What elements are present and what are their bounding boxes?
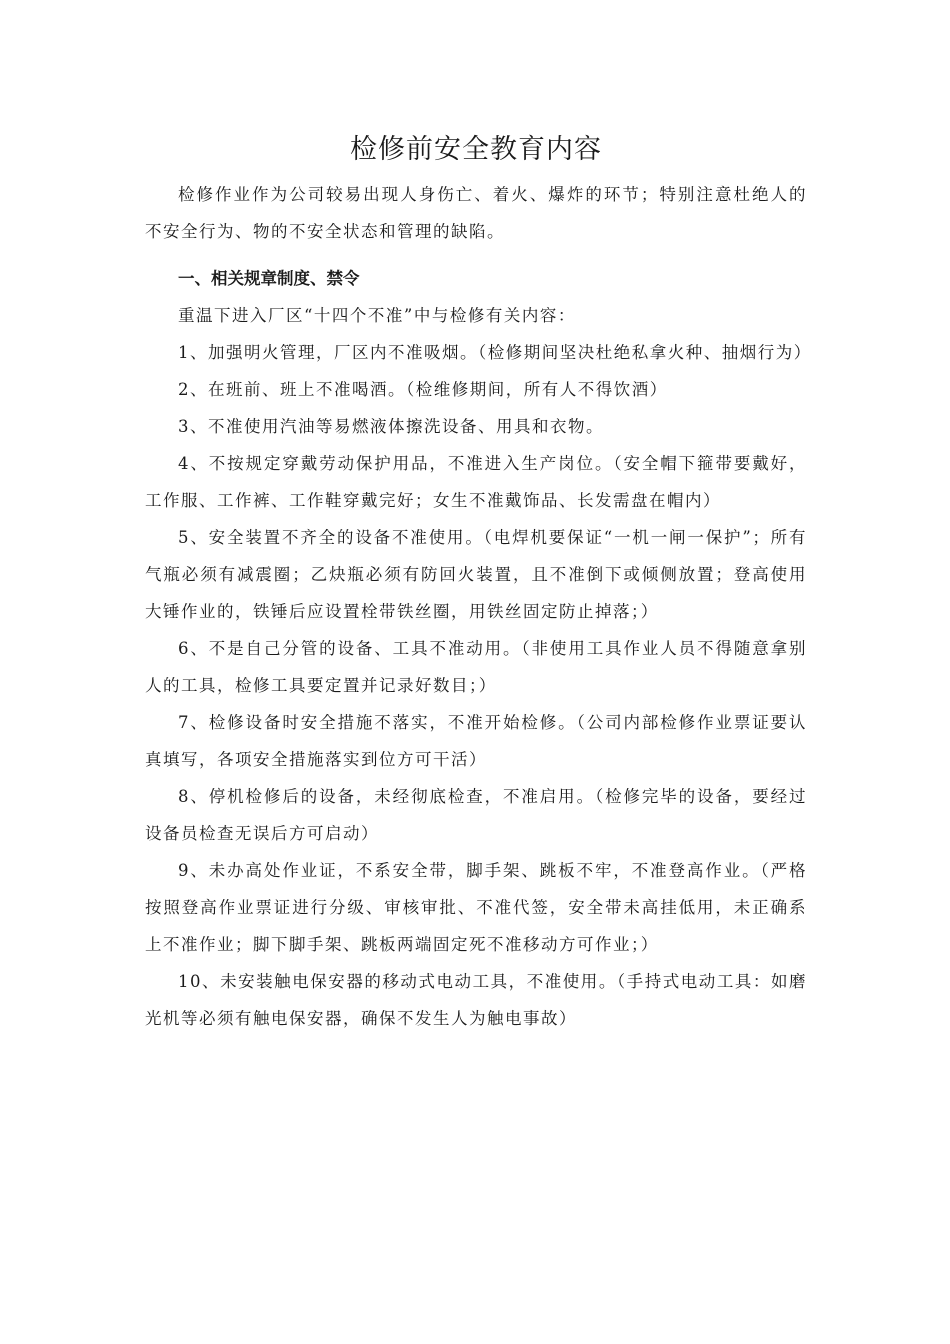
rule-item-10: 10、未安装触电保安器的移动式电动工具，不准使用。（手持式电动工具：如磨光机等必须有触电保安器，确保不发生人为触电事故） xyxy=(145,972,807,1028)
rule-item-7: 7、检修设备时安全措施不落实，不准开始检修。（公司内部检修作业票证要认真填写，各项安全措施落实到位方可干活） xyxy=(145,713,807,769)
section-lead-paragraph: 重温下进入厂区“十四个不准”中与检修有关内容： xyxy=(178,306,576,325)
rule-item-1: 1、加强明火管理，厂区内不准吸烟。（检修期间坚决杜绝私拿火种、抽烟行为） xyxy=(178,343,812,362)
rule-item-5: 5、安全装置不齐全的设备不准使用。（电焊机要保证“一机一闸一保护”；所有气瓶必须有减震圈；乙炔瓶必须有防回火装置，且不准倒下或倾侧放置；登高使用大锤作业的，铁锤后应设置栓带铁丝圈，用铁丝固定防止掉落；） xyxy=(145,528,807,621)
section-heading: 一、相关规章制度、禁令 xyxy=(178,269,360,288)
intro-paragraph: 检修作业作为公司较易出现人身伤亡、着火、爆炸的环节；特别注意杜绝人的不安全行为、物的不安全状态和管理的缺陷。 xyxy=(145,185,807,241)
rule-item-6: 6、不是自己分管的设备、工具不准动用。（非使用工具作业人员不得随意拿别人的工具，检修工具要定置并记录好数目；） xyxy=(145,639,807,695)
rule-item-3: 3、不准使用汽油等易燃液体擦洗设备、用具和衣物。 xyxy=(178,417,604,436)
rule-item-2: 2、在班前、班上不准喝酒。（检维修期间，所有人不得饮酒） xyxy=(178,380,668,399)
rule-item-4: 4、不按规定穿戴劳动保护用品，不准进入生产岗位。（安全帽下箍带要戴好，工作服、工作裤、工作鞋穿戴完好；女生不准戴饰品、长发需盘在帽内） xyxy=(145,454,807,510)
document-title: 检修前安全教育内容 xyxy=(350,134,602,165)
rules-list xyxy=(145,334,812,1037)
document-page xyxy=(145,128,812,1037)
rule-item-9: 9、未办高处作业证，不系安全带，脚手架、跳板不牢，不准登高作业。（严格按照登高作业票证进行分级、审核审批、不准代签，安全带未高挂低用，未正确系上不准作业；脚下脚手架、跳板两端固定死不准移动方可作业；） xyxy=(145,861,807,954)
rule-item-8: 8、停机检修后的设备，未经彻底检查，不准启用。（检修完毕的设备，要经过设备员检查无误后方可启动） xyxy=(145,787,807,843)
